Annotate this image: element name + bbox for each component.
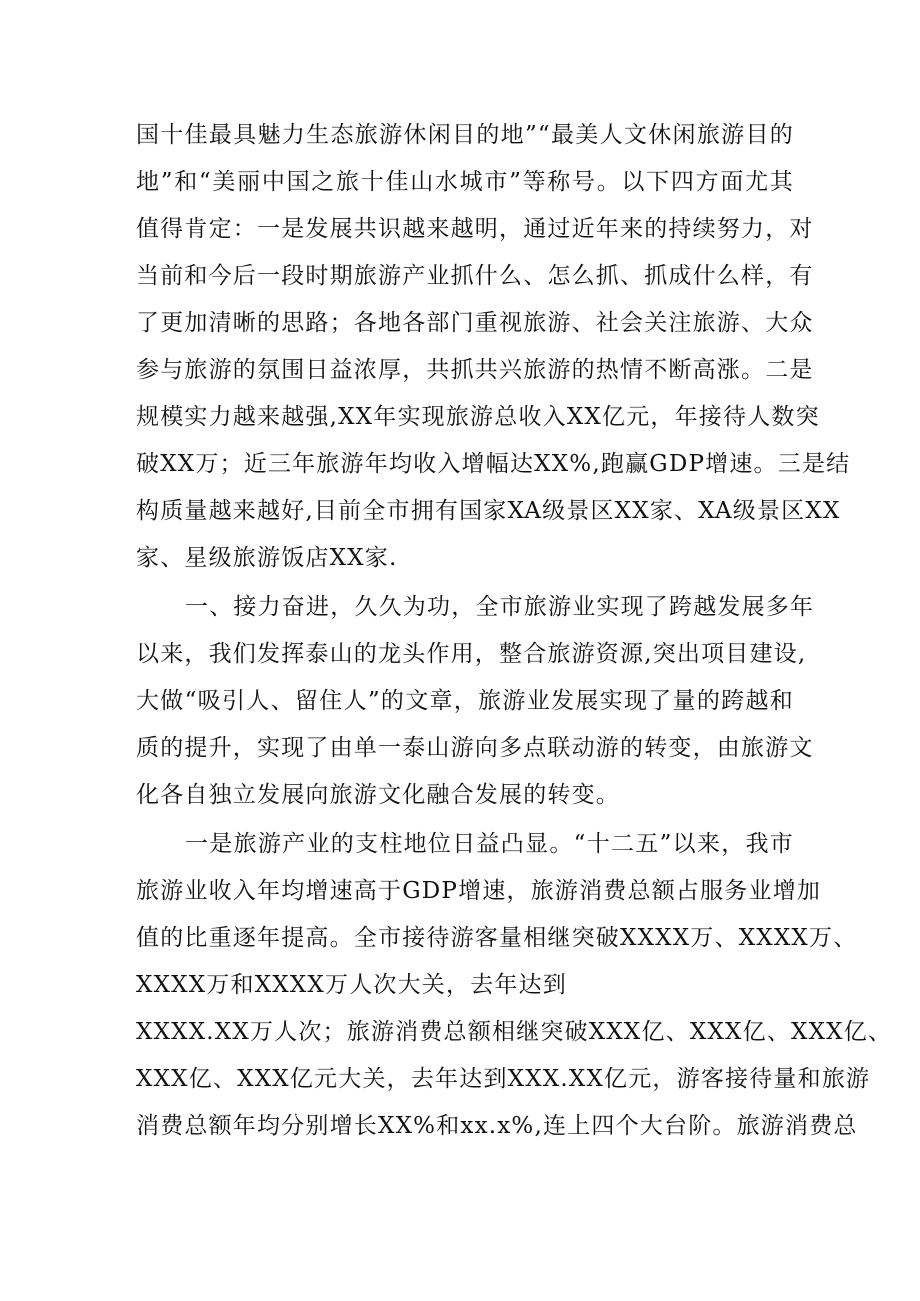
paragraph-pillar-industry	[136, 821, 858, 1009]
paragraph-achievements	[136, 112, 851, 582]
text-line: 构质量越来越好,目前全市拥有国家XA级景区XX家、XA级景区XX	[136, 498, 841, 524]
text-line: XXX亿、XXX亿元大关，去年达到XXX.XX亿元，游客接待量和旅游	[136, 1066, 871, 1092]
text-line: 家、星级旅游饭店XX家.	[136, 545, 398, 571]
text-line: 大做“吸引人、留住人”的文章，旅游业发展实现了量的跨越和	[136, 688, 794, 714]
text-line: 质的提升，实现了由单一泰山游向多点联动游的转变，由旅游文	[136, 735, 814, 761]
paragraph-continuation	[136, 1009, 893, 1150]
text-line: 地”和“美丽中国之旅十佳山水城市”等称号。以下四方面尤其	[136, 169, 794, 195]
text-line: 以来，我们发挥泰山的龙头作用，整合旅游资源,突出项目建设,	[136, 641, 807, 667]
text-line: XXXX万和XXXX万人次大关，去年达到	[136, 972, 567, 998]
text-line: 旅游业收入年均增速高于GDP增速，旅游消费总额占服务业增加	[136, 878, 822, 904]
text-line: XXXX.XX万人次；旅游消费总额相继突破XXX亿、XXX亿、XXX亿、	[136, 1019, 893, 1045]
text-line: 值得肯定：一是发展共识越来越明，通过近年来的持续努力，对	[136, 216, 814, 242]
text-line: 参与旅游的氛围日益浓厚，共抓共兴旅游的热情不断高涨。二是	[136, 357, 814, 383]
text-line: 消费总额年均分别增长XX%和xx.x%,连上四个大台阶。旅游消费总	[136, 1113, 858, 1139]
paragraph-section-one	[136, 584, 815, 819]
text-line: 值的比重逐年提高。全市接待游客量相继突破XXXX万、XXXX万、	[136, 925, 858, 951]
text-line: 国十佳最具魅力生态旅游休闲目的地”“最美人文休闲旅游目的	[136, 122, 794, 148]
text-line: 规模实力越来越强,XX年实现旅游总收入XX亿元，年接待人数突	[136, 404, 820, 430]
text-line: 破XX万；近三年旅游年均收入增幅达XX%,跑赢GDP增速。三是结	[136, 451, 851, 477]
text-line: 一、接力奋进，久久为功，全市旅游业实现了跨越发展多年	[185, 594, 815, 620]
text-line: 一是旅游产业的支柱地位日益凸显。“十二五”以来，我市	[185, 831, 794, 857]
text-line: 当前和今后一段时期旅游产业抓什么、怎么抓、抓成什么样，有	[136, 263, 814, 289]
text-line: 了更加清晰的思路；各地各部门重视旅游、社会关注旅游、大众	[136, 310, 814, 336]
text-line: 化各自独立发展向旅游文化融合发展的转变。	[136, 782, 620, 808]
